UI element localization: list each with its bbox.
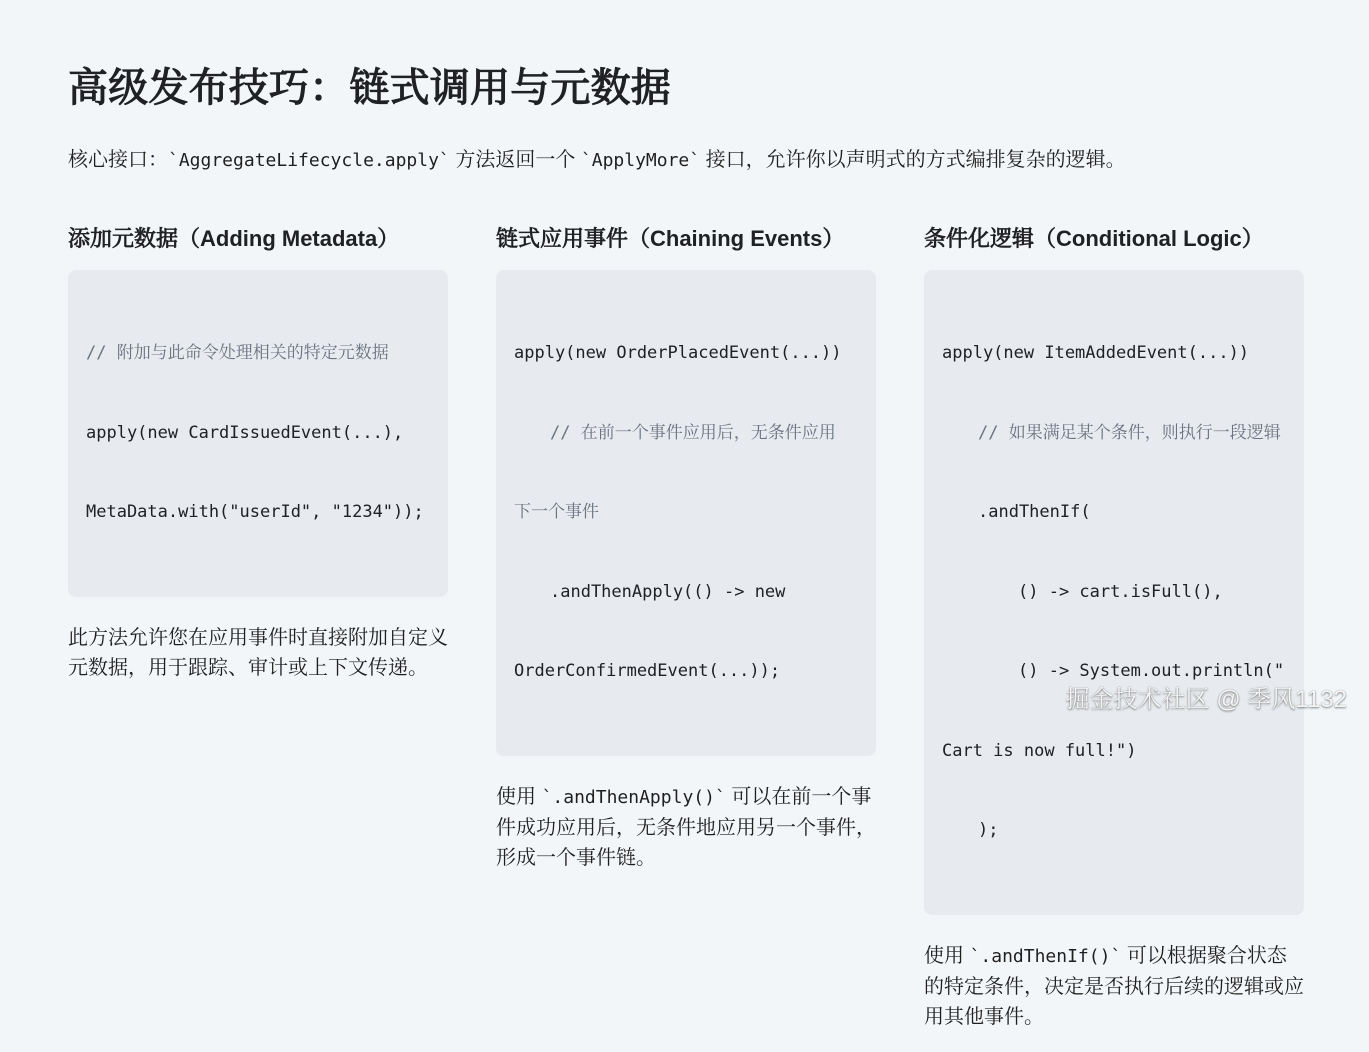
- page-title: 高级发布技巧：链式调用与元数据: [68, 66, 671, 110]
- conditional-description-suffix: 可以根据聚合状态的特定条件，决定是否执行后续的逻辑或应用其他事件。: [924, 944, 1304, 1028]
- intro-code-apply-more: `ApplyMore`: [580, 150, 701, 171]
- chaining-code-block: [496, 270, 876, 756]
- conditional-code-line-3: .andThenIf(: [978, 502, 1091, 522]
- conditional-description: [924, 941, 1304, 1032]
- metadata-code-block: [68, 270, 448, 597]
- chaining-code-line-1: apply(new OrderPlacedEvent(...)): [514, 343, 842, 363]
- intro-code-aggregate-lifecycle-apply: `AggregateLifecycle.apply`: [168, 150, 450, 171]
- conditional-code-line-6: Cart is now full!"): [942, 740, 1137, 761]
- chaining-description-code: `.andThenApply()`: [541, 786, 726, 808]
- chaining-title: 链式应用事件（Chaining Events）: [496, 226, 845, 251]
- conditional-code-line-7: );: [978, 820, 999, 840]
- intro-prefix: 核心接口：: [68, 149, 168, 171]
- chaining-description: [496, 782, 876, 873]
- metadata-code-line-3: MetaData.with("userId", "1234"));: [86, 502, 424, 522]
- chaining-description-prefix: 使用: [496, 785, 542, 808]
- intro-middle: 方法返回一个: [449, 149, 581, 171]
- metadata-code-line-1: // 附加与此命令处理相关的特定元数据: [86, 343, 389, 363]
- conditional-code-line-5: () -> System.out.println(": [1018, 661, 1285, 681]
- chaining-code-line-5: OrderConfirmedEvent(...));: [514, 661, 781, 681]
- chaining-column: [496, 224, 876, 893]
- chaining-code-line-4: .andThenApply(() -> new: [550, 581, 786, 602]
- conditional-code-line-4: () -> cart.isFull(),: [1018, 581, 1223, 602]
- conditional-column: [924, 224, 1304, 1052]
- chaining-description-suffix: 可以在前一个事件成功应用后，无条件地应用另一个事件，形成一个事件链。: [496, 785, 876, 869]
- conditional-code-block: [924, 270, 1304, 915]
- conditional-title: 条件化逻辑（Conditional Logic）: [924, 226, 1264, 251]
- intro-suffix: 接口，允许你以声明式的方式编排复杂的逻辑。: [700, 149, 1126, 171]
- metadata-code-line-2: apply(new CardIssuedEvent(...),: [86, 422, 404, 443]
- metadata-column: [68, 224, 448, 703]
- conditional-description-prefix: 使用: [924, 944, 970, 967]
- chaining-code-line-2: // 在前一个事件应用后，无条件应用: [550, 422, 836, 443]
- conditional-description-code: `.andThenIf()`: [969, 945, 1122, 967]
- conditional-code-line-1: apply(new ItemAddedEvent(...)): [942, 343, 1250, 363]
- watermark: 掘金技术社区 @ 季风1132: [1065, 686, 1347, 713]
- metadata-title: 添加元数据（Adding Metadata）: [68, 226, 400, 251]
- conditional-code-line-2: // 如果满足某个条件，则执行一段逻辑: [978, 422, 1281, 443]
- intro-text: [68, 146, 1301, 175]
- chaining-code-line-3: 下一个事件: [514, 502, 599, 522]
- metadata-description: 此方法允许您在应用事件时直接附加自定义元数据，用于跟踪、审计或上下文传递。: [68, 626, 448, 679]
